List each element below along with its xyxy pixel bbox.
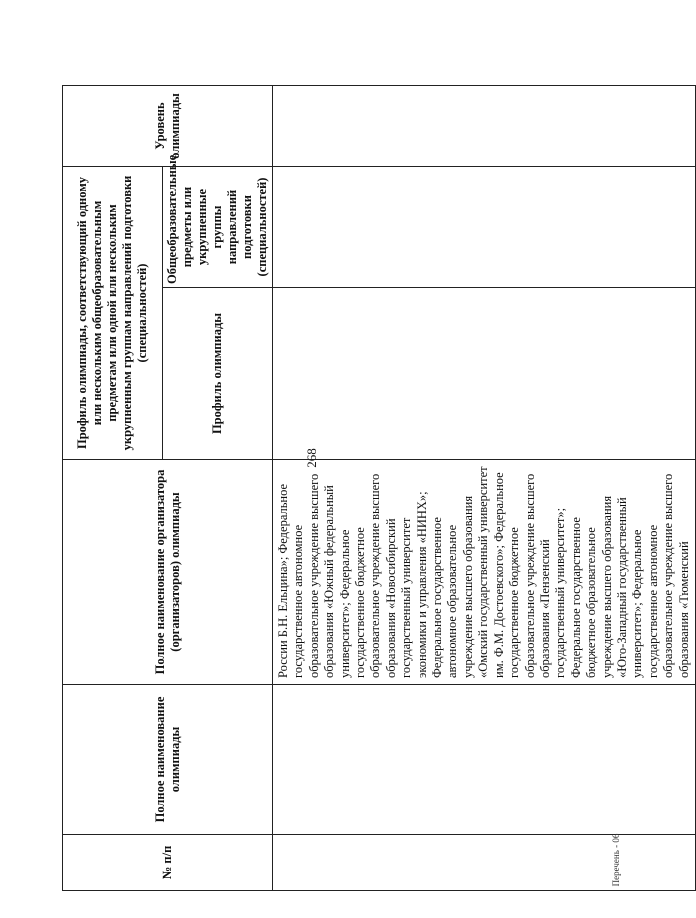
header-name: Полное наименование олимпиады [63,685,273,835]
header-subjects: Общеобразовательные предметы или укрупненные группы направлений подготовки (специальностей) [163,166,273,287]
cell-subjects [273,166,696,287]
header-profile: Профиль олимпиады [163,288,273,460]
page-number: 268 [304,448,319,468]
header-num: № п/п [63,835,273,891]
header-row-1 [63,85,163,890]
cell-profile [273,288,696,460]
footer-code: Перечень - 06 [611,833,621,887]
olympiad-table [62,85,696,891]
cell-level [273,85,696,166]
header-level: Уровень олимпиады [63,85,273,166]
table-row [273,85,696,890]
cell-num [273,835,696,891]
cell-name [273,685,696,835]
header-organizer: Полное наименование организатора (организаторов) олимпиады [63,460,273,685]
cell-organizer: России Б.Н. Ельцина»; Федеральное государственное автономное образовательное учреждение высшего образования «Южный федеральный университет»; Федеральное государственное бюджетное образовательное учреждение высшего образования «Новосибирский государственный университет экономики и управления «НИНХ»; Федеральное государственное автономное образовательное учреждение высшего образования «Омский государственный университет им. Ф.М. Достоевского»; Федеральное государственное бюджетное образовательное учреждение высшего образования «Пензенский государственный университет»; Федеральное государственное бюджетное образовательное учреждение высшего образования «Юго-Западный государственный университет»; Федеральное государственное автономное образовательное учреждение высшего образования «Тюменский [273,460,696,685]
header-profile-group: Профиль олимпиады, соответствующий одному или нескольким общеобразовательным предметам или одной или нескольким укрупненным группам направлений подготовки (специальностей) [63,166,163,459]
